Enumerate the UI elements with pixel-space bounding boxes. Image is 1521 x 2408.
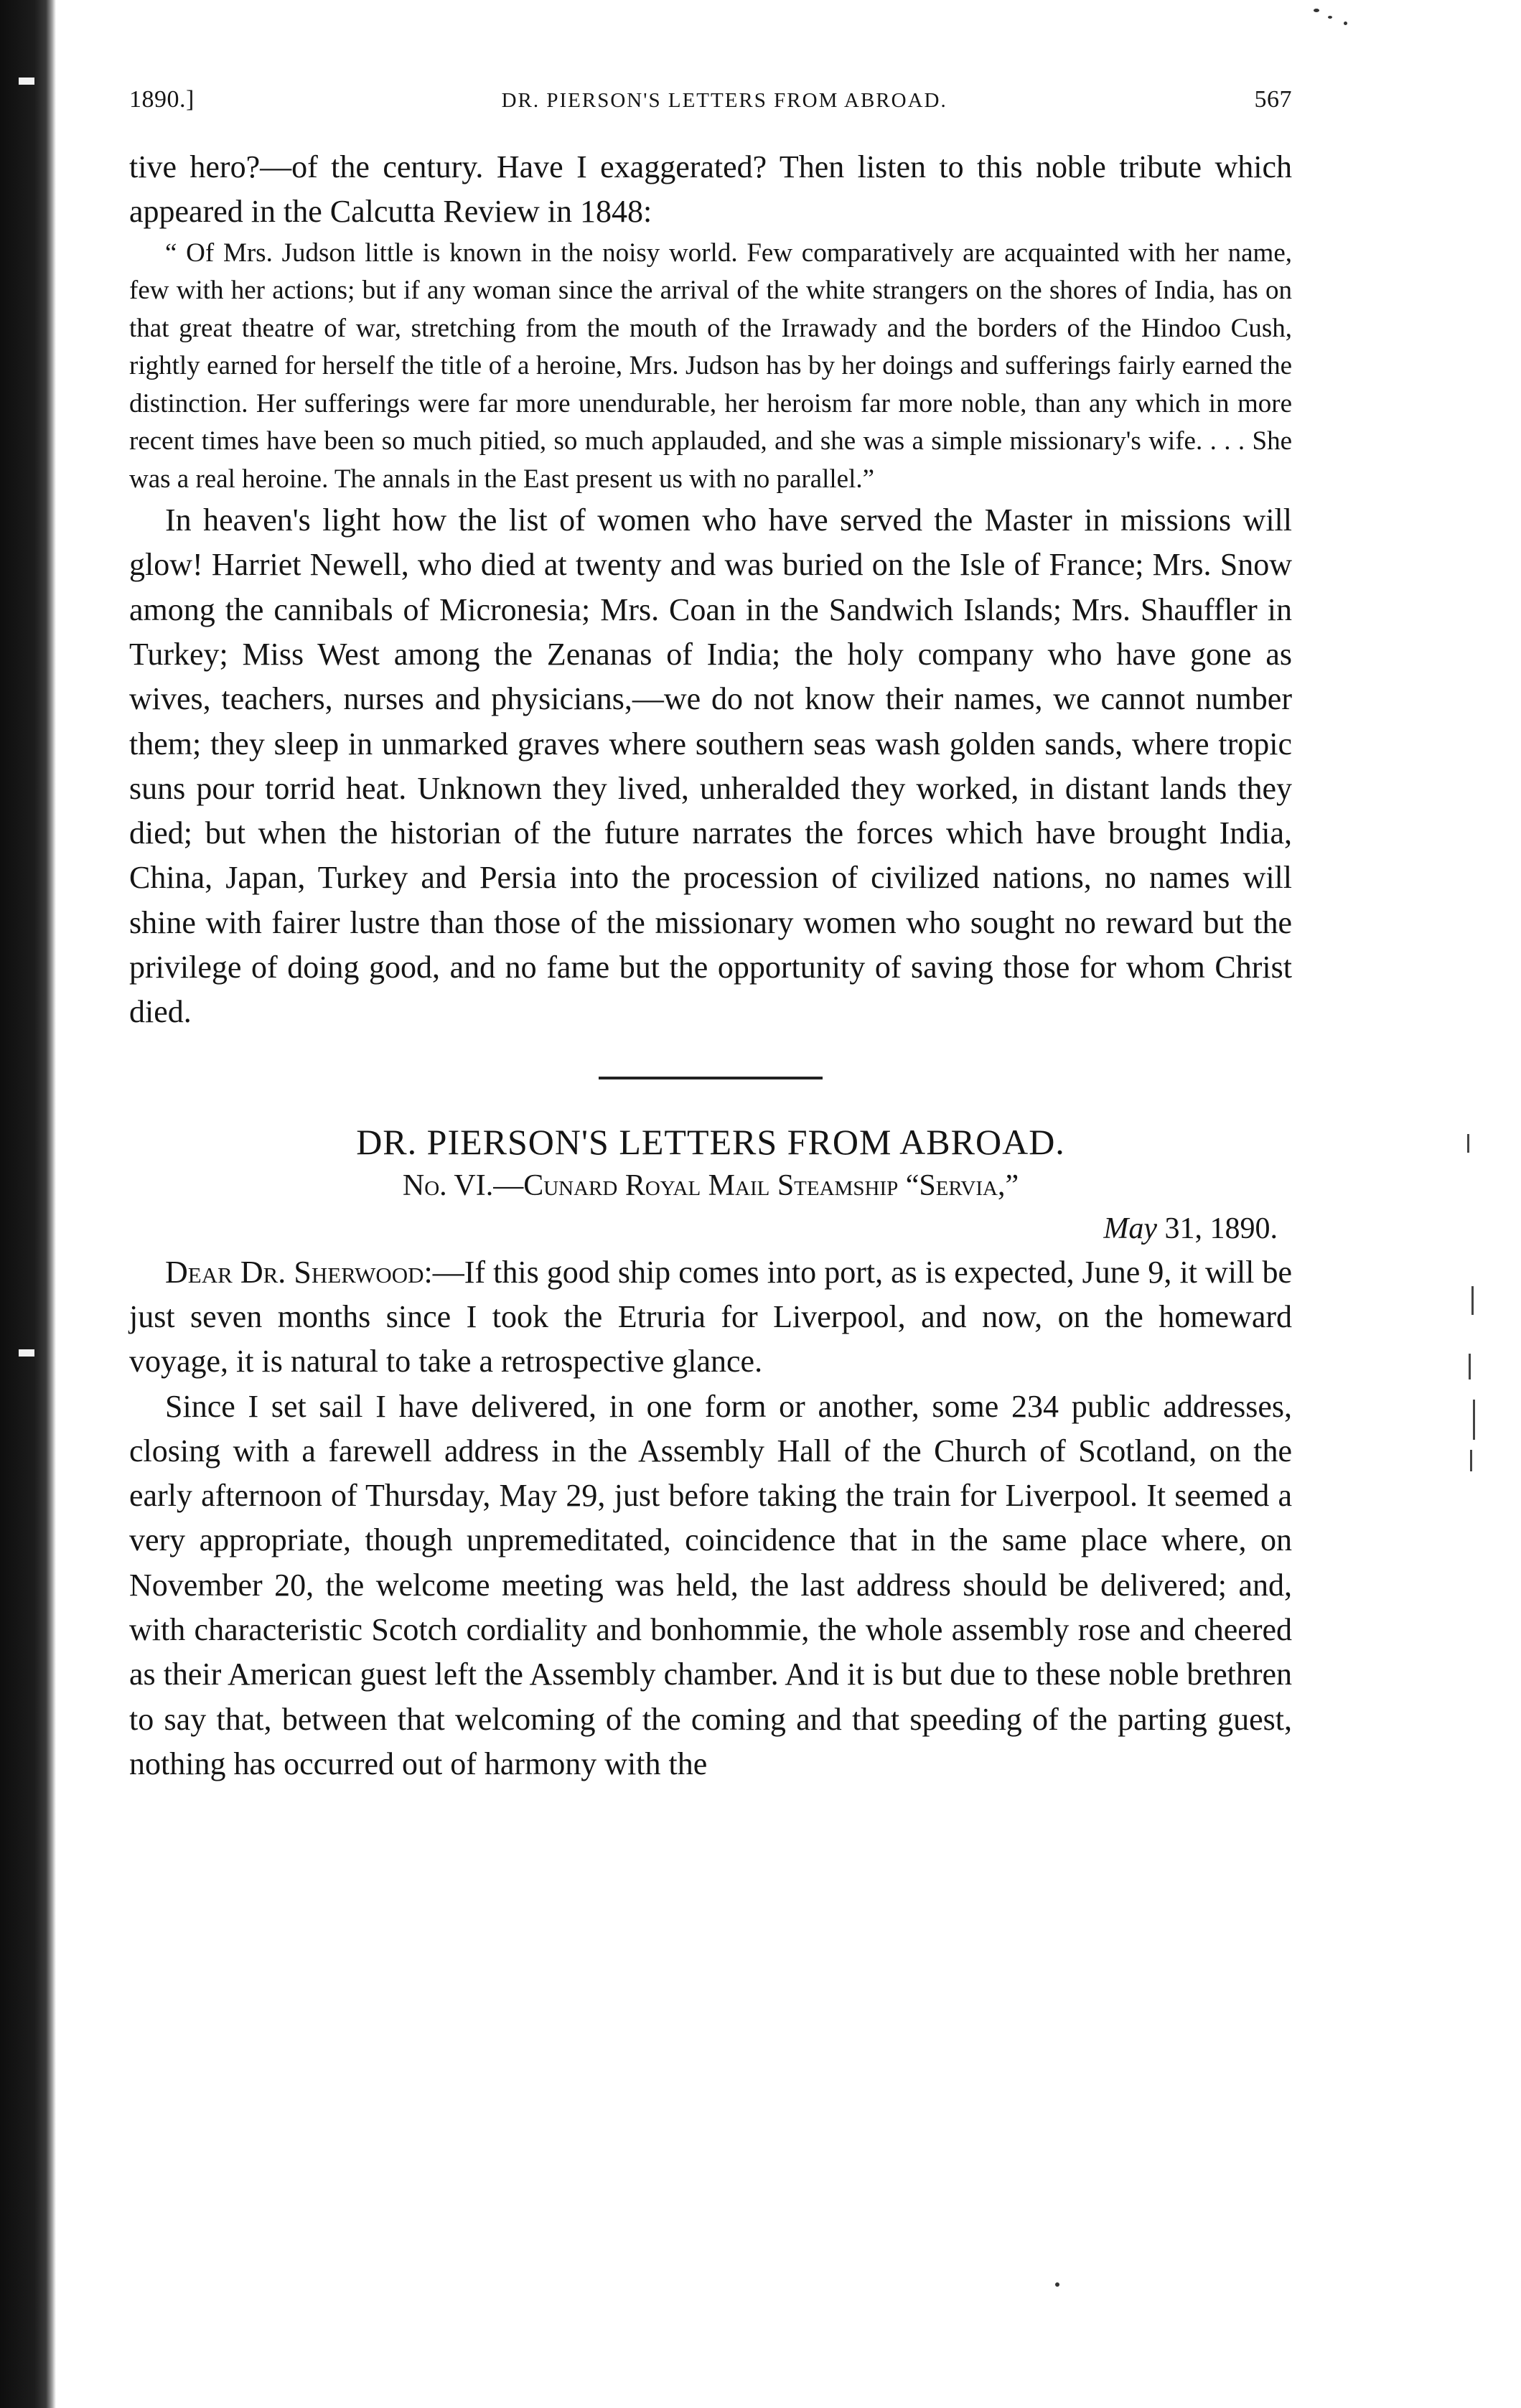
scan-speck xyxy=(1055,2282,1059,2287)
article-dateline xyxy=(129,1207,1292,1250)
article-subheading: No. VI.—Cunard Royal Mail Steamship “Servia,” xyxy=(402,1168,1019,1202)
binding-mark xyxy=(19,78,34,85)
article-heading: DR. PIERSON'S LETTERS FROM ABROAD. xyxy=(356,1121,1065,1162)
header-year: 1890.] xyxy=(129,86,195,113)
letter-paragraph-addresses: Since I set sail I have delivered, in one form or another, some 234 public addresses, closing with a farewell address in the Assembly Hall of the Church of Scotland, on the early afternoon of Thursday, May 29, just before taking the train for Liverpool. It seemed a very appropriate, though unpremeditated, coincidence that in the same place where, on November 20, the welcome meeting was held, the last address should be delivered; and, with characteristic Scotch cordiality and bonhommie, the whole assembly rose and cheered as their American guest left the Assembly chamber. And it is but due to these noble brethren to say that, between that welcoming of the coming and that speeding of the parting guest, nothing has occurred out of harmony with the xyxy=(129,1388,1292,1781)
paragraph-missionary-women: In heaven's light how the list of women who have served the Master in missions will glow! Harriet Newell, who died at twenty and was buried on the Isle of France; Mrs. Snow among the cannibals of Micronesia; Mrs. Coan in the Sandwich Islands; Mrs. Shauffler in Turkey; Miss West among the Zenanas of India; the holy company who have gone as wives, teachers, nurses and physicians,—we do not know their names, we cannot number them; they sleep in unmarked graves where southern seas wash golden sands, where tropic suns pour torrid heat. Unknown they lived, unheralded they worked, in distant lands they died; but when the historian of the future narrates the forces which have brought India, China, Japan, Turkey and Persia into the procession of civilized nations, no names will shine with fairer lustre than those of the missionary women who sought no reward but the privilege of doing good, and no fame but the opportunity of saving those for whom Christ died. xyxy=(129,502,1292,1030)
date-rest: 31, 1890. xyxy=(1164,1212,1278,1245)
document-page xyxy=(129,86,1292,1786)
letter-opening-text: —If this good ship comes into port, as is expected, June 9, it will be just seven months since I took the Etruria for Liverpool, and now, on the homeward voyage, it is natural to take a retrospective glance. xyxy=(129,1254,1292,1379)
scan-speck xyxy=(1314,9,1319,12)
paragraph-continuation: tive hero?—of the century. Have I exaggerated? Then listen to this noble tribute which appeared in the Calcutta Review in 1848: xyxy=(129,149,1292,230)
scan-binding-edge xyxy=(0,0,56,2408)
letter-salutation: Dear Dr. Sherwood: xyxy=(165,1254,433,1290)
date-month: May xyxy=(1103,1212,1157,1245)
section-divider xyxy=(599,1077,823,1079)
block-quote: “ Of Mrs. Judson little is known in the noisy world. Few comparatively are acquainted with her name, few with her actions; but if any woman since the arrival of the white strangers on the shores of India, has on that great theatre of war, stretching from the mouth of the Irrawady and the borders of the Hindoo Cush, rightly earned for herself the title of a heroine, Mrs. Judson has by her doings and sufferings fairly earned the distinction. Her sufferings were far more unendurable, her heroism far more noble, than any which in more recent times have been so much pitied, so much applauded, and she was a simple missionary's wife. . . . She was a real heroine. The annals in the East present us with no parallel.” xyxy=(129,238,1292,494)
scan-speck xyxy=(1344,22,1347,25)
scan-speck xyxy=(1328,16,1332,19)
running-header xyxy=(129,86,1292,113)
letter-opening-paragraph xyxy=(129,1250,1292,1385)
header-page-number: 567 xyxy=(1254,86,1292,113)
binding-mark xyxy=(19,1349,34,1357)
margin-scan-noise xyxy=(1464,1134,1493,1479)
header-running-title: DR. PIERSON'S LETTERS FROM ABROAD. xyxy=(501,89,947,112)
